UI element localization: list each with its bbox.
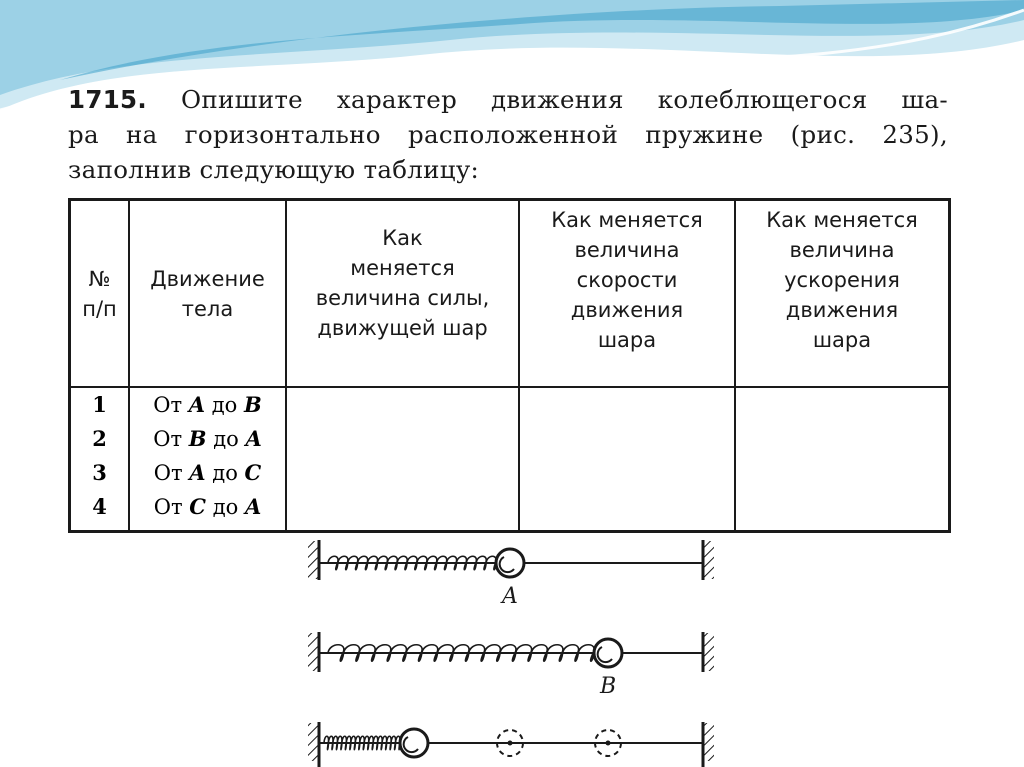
header-number-l2: п/п (82, 296, 117, 321)
table-body-row (70, 387, 950, 532)
row-number: 4 (92, 494, 107, 519)
header-speed-l3: скорости (576, 268, 678, 292)
header-accel-l5: шара (812, 328, 872, 352)
header-acceleration (735, 200, 950, 388)
header-accel-l4: движения (785, 298, 899, 322)
header-force-l4: движущей шар (317, 316, 488, 340)
header-movement-l2: тела (181, 296, 234, 321)
movement-cell (129, 387, 286, 532)
force-answer-cell (286, 387, 519, 532)
header-force-l2: меняется (350, 256, 455, 280)
movement-item: От B до A (153, 426, 262, 451)
problem-line-3: заполнив следующую таблицу: (68, 155, 480, 184)
header-force-l1: Как (382, 226, 423, 250)
header-force (286, 200, 519, 388)
header-movement (129, 200, 286, 388)
header-movement-l1: Движение (150, 266, 265, 291)
header-speed (519, 200, 735, 388)
movement-item: От A до C (153, 460, 262, 485)
panel-equilibrium (308, 540, 714, 609)
header-accel-l2: величина (789, 238, 895, 262)
label-a: A (502, 584, 518, 609)
label-b: B (600, 674, 617, 699)
movement-item: От A до B (153, 392, 262, 417)
problem-line-2: ра на горизонтально расположенной пружине (рис. 235), (68, 120, 948, 149)
movement-item: От C до A (153, 494, 262, 519)
problem-statement (68, 82, 948, 187)
table-header-row (70, 200, 950, 388)
header-speed-l2: величина (574, 238, 680, 262)
row-number: 2 (92, 426, 107, 451)
acceleration-answer-cell (735, 387, 950, 532)
spring-figure (300, 535, 730, 767)
panel-stretched (308, 632, 714, 699)
speed-answer-cell (519, 387, 735, 532)
number-cell (70, 387, 130, 532)
answer-table (68, 198, 951, 533)
header-speed-l1: Как меняется (551, 208, 703, 232)
row-number: 3 (92, 460, 107, 485)
problem-line-1 (68, 82, 948, 117)
header-speed-l5: шара (597, 328, 657, 352)
header-accel-l3: ускорения (784, 268, 900, 292)
problem-number: 1715. (68, 85, 147, 114)
header-number-l1: № (88, 266, 111, 291)
header-speed-l4: движения (570, 298, 684, 322)
header-accel-l1: Как меняется (766, 208, 918, 232)
problem-text-1: Опишите характер движения колеблющегося ша- (180, 85, 948, 114)
row-number: 1 (92, 392, 107, 417)
header-force-l3: величина силы, (315, 286, 490, 310)
panel-compressed (308, 722, 714, 767)
header-number (70, 200, 130, 388)
